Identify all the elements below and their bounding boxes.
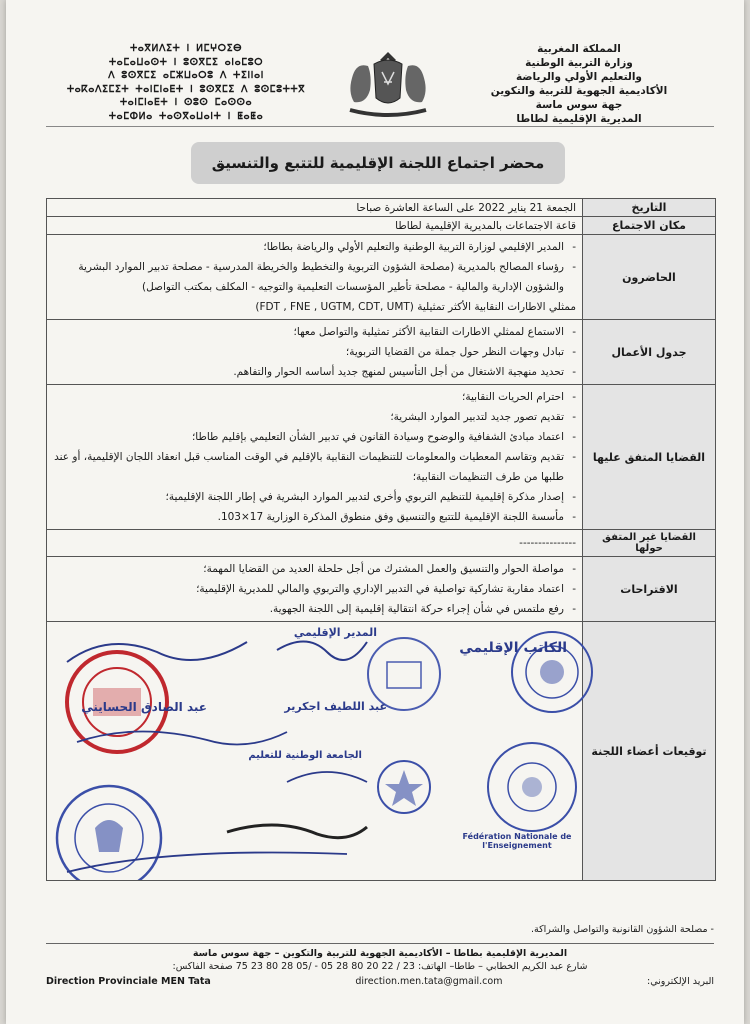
document-title: محضر اجتماع اللجنة الإقليمية للتتبع والتنسيق	[191, 142, 565, 184]
value-not-agreed: ---------------	[47, 530, 583, 557]
label-not-agreed: القضايا غير المتفق حولها	[583, 530, 716, 557]
header-ar-line: الأكاديمية الجهوية للتربية والتكوين	[490, 85, 668, 97]
label-agreed: القضايا المتفق عليها	[583, 385, 716, 530]
row-not-agreed	[47, 530, 716, 557]
row-date	[47, 199, 716, 217]
header-ar-line: المملكة المغربية	[537, 43, 621, 55]
coat-of-arms-emblem	[338, 48, 438, 122]
label-proposals: الاقتراحات	[583, 557, 716, 622]
footer-direction: Direction Provinciale MEN Tata	[46, 976, 211, 987]
footer-phone: شارع عبد الكريم الخطابي – طاطا– الهاتف: 23 / 22 20 80 28 05 - /05 28 80 23 75 صفحة الفاكس:	[172, 961, 588, 972]
list-item: - المدير الإقليمي لوزارة التربية الوطنية والتعليم الأولي والرياضة بطاطا؛	[53, 237, 576, 257]
list-item: - تحديد منهجية الاشتغال من أجل التأسيس لمنهج جديد أساسه الحوار والتفاهم.	[53, 362, 576, 382]
header-tfng-line: ⵜⴰⵏⵎⵏⴰⴹⵜ ⵏ ⵙⵓⵙ ⵎⴰⵙⵙⴰ	[119, 97, 253, 108]
row-proposals	[47, 557, 716, 622]
row-place	[47, 217, 716, 235]
list-item: - تقديم تصور جديد لتدبير الموارد البشرية؛	[53, 407, 576, 427]
header-arabic	[444, 42, 714, 126]
value-date: الجمعة 21 يناير 2022 على الساعة العاشرة صباحا	[47, 199, 583, 217]
footer-email-label: البريد الإلكتروني:	[647, 976, 714, 987]
header-ar-line: المديرية الإقليمية لطاطا	[516, 113, 642, 125]
list-item: ممثلي الاطارات النقابية الأكثر تمثيلية (FDT , FNE , UGTM, CDT, UMT)	[255, 301, 576, 313]
header-tfng-line: ⵜⴰⵎⵀⵍⴰ ⵜⴰⵙⴳⴰⵡⴰⵏⵜ ⵏ ⵟⴰⵟⴰ	[108, 110, 264, 122]
value-place: قاعة الاجتماعات بالمديرية الإقليمية لطاطا	[47, 217, 583, 235]
list-item: - تقديم وتقاسم المعطيات والمعلومات للتنظيمات النقابية بالإقليم في الوقت المناسب قبل انعقاد اللجان الإقليمية، أو عند طلبها من طرف التنظيمات النقابية؛	[53, 447, 576, 487]
list-item: - تبادل وجهات النظر حول جملة من القضايا التربوية؛	[53, 342, 576, 362]
row-agreed	[47, 385, 716, 530]
footer-email: direction.men.tata@gmail.com	[355, 976, 503, 987]
label-place: مكان الاجتماع	[583, 217, 716, 235]
footer-address: المديرية الإقليمية بطاطا – الأكاديمية الجهوية للتربية والتكوين – جهة سوس ماسة	[192, 948, 568, 959]
row-signatures	[47, 622, 716, 881]
list-item: - اعتماد مقاربة تشاركية تواصلية في التدبير الإداري والتربوي والمالي للمديرية الإقليمية؛	[53, 579, 576, 599]
list-item: - مأسسة اللجنة الإقليمية للتتبع والتنسيق وفق منطوق المذكرة الوزارية 17×103.	[53, 507, 576, 527]
header-tfng-line: ⵜⴰⵎⴰⵡⴰⵙⵜ ⵏ ⵓⵙⴳⵎⵉ ⴰⵏⴰⵎⵓⵔ	[108, 56, 264, 68]
union-rep-name: عبد الصادق الحسايني	[81, 700, 207, 714]
value-attendees	[47, 235, 583, 320]
header-divider	[46, 126, 714, 127]
value-signatures	[47, 622, 583, 881]
header-tifinagh	[46, 42, 326, 123]
label-signatures: توقيعات أعضاء اللجنة	[583, 622, 716, 881]
federation-stamp-text: Fédération Nationale de l'Enseignement	[462, 832, 572, 850]
list-item: - اعتماد مبادئ الشفافية والوضوح وسيادة القانون في تدبير الشأن التعليمي بإقليم طاطا؛	[53, 427, 576, 447]
signatures-area	[47, 622, 582, 880]
header-tfng-line: ⴷ ⵓⵙⴳⵎⵉ ⴰⵎⵣⵡⴰⵔⵓ ⴷ ⵜⵉⵏⵏⴰⵏ	[108, 70, 264, 81]
page-footer	[46, 924, 714, 987]
label-agenda: جدول الأعمال	[583, 320, 716, 385]
value-agenda	[47, 320, 583, 385]
list-item: - رفع ملتمس في شأن إجراء حركة انتقالية إقليمية إلى اللجنة الجهوية.	[53, 599, 576, 619]
row-attendees	[47, 235, 716, 320]
director-name: عبد اللطيف اجكرير	[284, 700, 387, 713]
label-attendees: الحاضرون	[583, 235, 716, 320]
header-ar-line: وزارة التربية الوطنية	[525, 57, 633, 69]
footer-contact	[46, 976, 714, 987]
list-item: - مواصلة الحوار والتنسيق والعمل المشترك من أجل حلحلة العديد من القضايا المهمة؛	[53, 559, 576, 579]
header-ar-line: جهة سوس ماسة	[535, 99, 623, 111]
value-proposals	[47, 557, 583, 622]
label-date: التاريخ	[583, 199, 716, 217]
header-tfng-line: ⵜⴰⴳⵍⴷⵉⵜ ⵏ ⵍⵎⵖⵔⵉⴱ	[129, 43, 243, 54]
footer-divider	[46, 943, 714, 944]
value-agreed	[47, 385, 583, 530]
secretary-title: الكاتب الإقليمي	[459, 640, 567, 656]
director-title: المدير الإقليمي	[293, 626, 377, 639]
header-ar-line: والتعليم الأولي والرياضة	[516, 71, 642, 83]
footer-service: - مصلحة الشؤون القانونية والتواصل والشراكة.	[530, 924, 714, 935]
list-item: - الاستماع لممثلي الاطارات النقابية الأكثر تمثيلية والتواصل معها؛	[53, 322, 576, 342]
list-item: - إصدار مذكرة إقليمية للتنظيم التربوي وأخرى لتدبير الموارد البشرية في إطار اللجنة الإقليمية؛	[53, 487, 576, 507]
row-agenda	[47, 320, 716, 385]
minutes-table	[46, 198, 716, 881]
federation-name: الجامعة الوطنية للتعليم	[248, 750, 362, 761]
list-item: - رؤساء المصالح بالمديرية (مصلحة الشؤون التربوية والتخطيط والخريطة المدرسية - مصلحة تدبير الموارد البشرية والشؤون الإدارية والمالية - مصلحة تأطير المؤسسات التعليمية والتوجيه - المكلف بمكتب التواصل)	[53, 257, 576, 297]
document-page	[6, 0, 744, 1024]
list-item: - احترام الحريات النقابية؛	[53, 387, 576, 407]
header-tfng-line: ⵜⴰⴽⴰⴷⵉⵎⵉⵜ ⵜⴰⵏⵎⵏⴰⴹⵜ ⵏ ⵓⵙⴳⵎⵉ ⴷ ⵓⵙⵎⵓⵜⵜⴳ	[66, 83, 306, 95]
